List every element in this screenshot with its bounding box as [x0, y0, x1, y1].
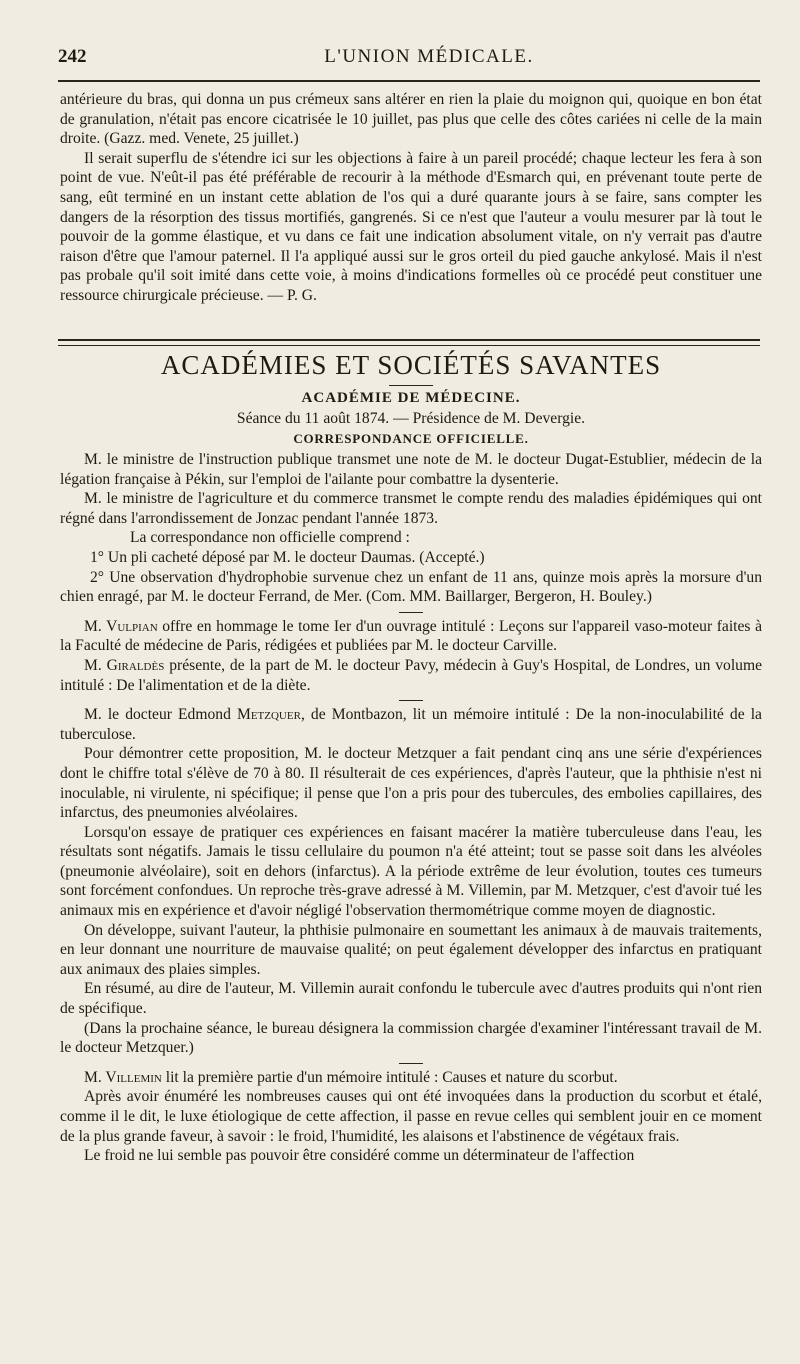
- header-rule: [58, 80, 760, 82]
- paragraph: La correspondance non officielle comprend :: [130, 529, 410, 547]
- session-line: Séance du 11 août 1874. — Présidence de M. Devergie.: [236, 410, 586, 427]
- speaker-name: M. Giraldès: [84, 656, 165, 674]
- title-rule: [389, 385, 433, 386]
- paragraph: [60, 656, 762, 695]
- paragraph-text: , de Montbazon, lit un mémoire intitulé : De la non-inoculabilité de la tuberculose.: [60, 706, 762, 743]
- academy-heading: ACADÉMIE DE MÉDECINE.: [301, 390, 521, 406]
- separator-dash: [399, 612, 423, 613]
- paragraph: antérieure du bras, qui donna un pus crémeux sans altérer en rien la plaie du moignon qui, quoique en bon état de granulation, n'était pas encore cicatrisée le 10 juillet, pas plus que celle des côtes cariées ni celle de la main droite. (Gazz. med. Venete, 25 juillet.): [60, 91, 762, 148]
- paragraph: Lorsqu'on essaye de pratiquer ces expériences en faisant macérer la matière tuberculeuse dans l'eau, les résultats sont négatifs. Jamais le tissu cellulaire du poumon n'a été atteint; tout se passe soit dans les alvéoles (pneumonie alvéolaire), soit en dehors (infarctus). A la période extrême de leur évolution, toutes ces tumeurs sont forcément confondues. Un reproche très-grave adressé à M. Villemin, par M. Metzquer, c'est d'avoir tué les animaux mis en expérience et d'avoir négligé l'observation thermométrique comme moyen de diagnostic.: [60, 823, 762, 920]
- section-title: ACADÉMIES ET SOCIÉTÉS SAVANTES: [160, 350, 662, 380]
- paragraph-text: présente, de la part de M. le docteur Pavy, médecin à Guy's Hospital, de Londres, un volume intitulé : De l'alimentation et de la diète.: [60, 656, 762, 694]
- paragraph-text: offre en hommage le tome Ier d'un ouvrage intitulé : Leçons sur l'appareil vaso-moteur faites à la Faculté de médecine de Paris, rédigées et publiées par M. le docteur Carville.: [60, 617, 762, 655]
- continued-article: [60, 90, 762, 306]
- academies-section: [60, 350, 762, 1166]
- speaker-name: M. Villemin: [84, 1068, 162, 1086]
- correspondence-heading: CORRESPONDANCE OFFICIELLE.: [293, 431, 529, 446]
- speaker-name: M. Vulpian: [84, 617, 158, 635]
- paragraph: Le froid ne lui semble pas pouvoir être considéré comme un déterminateur de l'affection: [84, 1147, 635, 1165]
- paragraph: M. le ministre de l'instruction publique transmet une note de M. le docteur Dugat-Estublier, médecin de la légation française à Pékin, sur l'emploi de l'ailante pour combattre la dysenterie.: [60, 451, 762, 488]
- page-number: 242: [58, 46, 87, 67]
- paragraph: Il serait superflu de s'étendre ici sur les objections à faire à un pareil procédé; chaque lecteur les fera à son point de vue. N'eût-il pas été préférable de recourir à la méthode d'Esmarch qui, en prévenant toute perte de sang, eût terminé en un instant cette ablation de l'os qui a duré quarante jours à se faire, sans compter les dangers de la résorption des tissus mortifiés, gangrenés. Si ce n'est que l'auteur a voulu mesurer par là tout le pouvoir de la gomme élastique, et vu dans ce fait une indication absolument vitale, on n'y verrait pas d'autre raison d'être que l'amour paternel. Il l'a appliqué aussi sur le gros orteil du pied gauche ankylosé. Mais il n'est pas probale qu'il soit imité dans cette voie, à moins d'indications formelles où ce procédé peut constituer une ressource chirurgicale précieuse. — P. G.: [60, 149, 762, 304]
- paragraph: 1° Un pli cacheté déposé par M. le docteur Daumas. (Accepté.): [90, 548, 485, 566]
- paragraph: 2° Une observation d'hydrophobie survenue chez un enfant de 11 ans, quinze mois après la morsure d'un chien enragé, par M. le docteur Ferrand, de Mer. (Com. MM. Baillarger, Bergeron, H. Bouley.): [60, 568, 762, 606]
- speaker-name: Metzquer: [236, 706, 301, 724]
- paragraph: Après avoir énuméré les nombreuses causes qui ont été invoquées dans la production du scorbut et étalé, comme il le dit, le luxe étiologique de cette affection, il passe en revue celles qui semblent jouir en ce moment de la plus grande faveur, à savoir : le froid, l'humidité, les alaisons et l'abstinence de végétaux frais.: [60, 1088, 762, 1145]
- paragraph: [60, 1068, 762, 1088]
- paragraph: M. le ministre de l'agriculture et du commerce transmet le compte rendu des maladies épidémiques qui ont régné dans l'arrondissement de Jonzac pendant l'année 1873.: [60, 490, 762, 527]
- paragraph: (Dans la prochaine séance, le bureau désignera la commission chargée d'examiner l'intéressant travail de M. le docteur Metzquer.): [60, 1019, 762, 1057]
- paragraph: [60, 617, 762, 656]
- running-head: L'UNION MÉDICALE.: [324, 46, 534, 67]
- page-header: [58, 38, 760, 74]
- paragraph-text: lit la première partie d'un mémoire intitulé : Causes et nature du scorbut.: [161, 1068, 618, 1086]
- paragraph: On développe, suivant l'auteur, la phthisie pulmonaire en soumettant les animaux à de mauvais traitements, en leur donnant une nourriture de mauvaise qualité; on peut également développer des infarctus en pratiquant aux animaux des plaies simples.: [60, 921, 762, 978]
- paragraph: Pour démontrer cette proposition, M. le docteur Metzquer a fait pendant cinq ans une série d'expériences dont le chiffre total s'élève de 70 à 80. Il résulterait de ces expériences, d'après l'auteur, que la phthisie n'est ni inoculable, ni virulente, ni spécifique; il pense que l'on a pris pour des tubercules, des embolies capillaires, des infarctus, des pneumonies alvéolaires.: [60, 745, 762, 822]
- paragraph: [60, 705, 762, 744]
- paragraph: En résumé, au dire de l'auteur, M. Villemin aurait confondu le tubercule avec d'autres produits qui n'ont rien de spécifique.: [60, 980, 762, 1018]
- paragraph-text: M. le docteur Edmond: [84, 706, 237, 724]
- separator-dash: [399, 1063, 423, 1064]
- separator-dash: [399, 700, 423, 701]
- section-divider: [58, 339, 760, 346]
